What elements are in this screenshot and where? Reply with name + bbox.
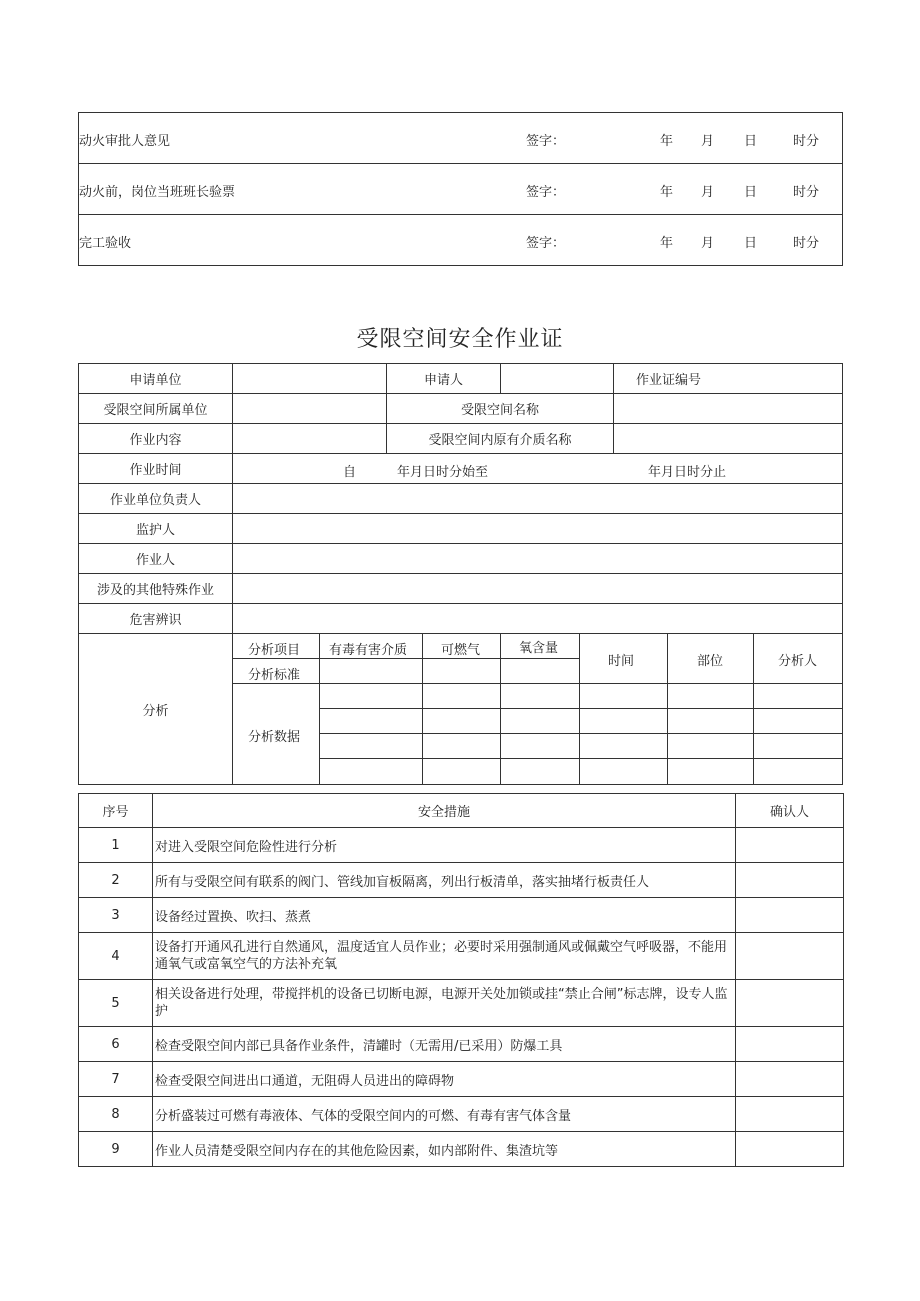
measure-text: 检查受限空间内部已具备作业条件，清罐时（无需用/已采用）防爆工具: [153, 1027, 736, 1062]
hot-work-approval-table: [78, 112, 843, 266]
approval-row: [79, 164, 843, 215]
space-name-field[interactable]: [614, 394, 843, 424]
approval-row: [79, 113, 843, 164]
analysis-grid: [233, 634, 843, 785]
original-medium-label: 受限空间内原有介质名称: [387, 424, 614, 454]
confined-space-permit-table: [78, 363, 843, 785]
grid-line: [233, 683, 843, 684]
guardian-label: 监护人: [79, 514, 233, 544]
header-confirm: 确认人: [736, 794, 844, 828]
measure-text: 分析盛装过可燃有毒液体、气体的受限空间内的可燃、有毒有害气体含量: [153, 1097, 736, 1132]
applicant-unit-label: 申请单位: [79, 364, 233, 394]
flammable-header: 可燃气: [441, 643, 481, 658]
analysis-inner: [233, 634, 842, 784]
row-label: 动火审批人意见: [79, 134, 171, 149]
day-label: 日: [744, 134, 758, 149]
confirm-field[interactable]: [736, 933, 844, 980]
table-row: [79, 1027, 844, 1062]
analysis-label: 分析: [79, 634, 233, 785]
confirm-field[interactable]: [736, 828, 844, 863]
grid-line: [319, 758, 843, 759]
measure-no: 8: [79, 1097, 153, 1132]
measure-text: 检查受限空间进出口通道，无阻碍人员进出的障碍物: [153, 1062, 736, 1097]
measure-text: 相关设备进行处理，带搅拌机的设备已切断电源，电源开关处加锁或挂“禁止合闸”标志牌，设专人监护: [153, 980, 736, 1027]
other-special-label: 涉及的其他特殊作业: [79, 574, 233, 604]
day-label: 日: [744, 236, 758, 251]
worker-label: 作业人: [79, 544, 233, 574]
confirm-field[interactable]: [736, 980, 844, 1027]
measure-text: 对进入受限空间危险性进行分析: [153, 828, 736, 863]
work-time-field[interactable]: [233, 454, 843, 484]
analysis-standard-label: 分析标准: [248, 668, 301, 683]
time-from-label: 自: [343, 465, 357, 480]
grid-line: [319, 733, 843, 734]
measure-no: 7: [79, 1062, 153, 1097]
grid-line: [422, 634, 423, 784]
table-row: [79, 933, 844, 980]
measure-no: 1: [79, 828, 153, 863]
measure-no: 3: [79, 898, 153, 933]
sign-label: 签字：: [526, 185, 566, 200]
confirm-field[interactable]: [736, 1097, 844, 1132]
grid-line: [500, 634, 501, 784]
grid-line: [233, 658, 579, 659]
confirm-field[interactable]: [736, 863, 844, 898]
work-time-label: 作业时间: [79, 454, 233, 484]
location-header: 部位: [697, 654, 724, 669]
time-label: 时分: [793, 236, 820, 251]
grid-line: [579, 634, 580, 784]
table-row: [79, 1062, 844, 1097]
measure-text: 作业人员清楚受限空间内存在的其他危险因素，如内部附件、集渣坑等: [153, 1132, 736, 1167]
confirm-field[interactable]: [736, 898, 844, 933]
table-row: [79, 980, 844, 1027]
measure-no: 5: [79, 980, 153, 1027]
leader-label: 作业单位负责人: [79, 484, 233, 514]
document-title: 受限空间安全作业证: [356, 327, 564, 352]
grid-line: [753, 634, 754, 784]
grid-line: [667, 634, 668, 784]
sign-label: 签字：: [526, 236, 566, 251]
analysis-item-label: 分析项目: [248, 643, 301, 658]
analysis-data-label: 分析数据: [248, 730, 301, 745]
table-row: [79, 1132, 844, 1167]
table-row: [79, 863, 844, 898]
other-special-field[interactable]: [233, 574, 843, 604]
guardian-field[interactable]: [233, 514, 843, 544]
month-label: 月: [701, 236, 715, 251]
leader-field[interactable]: [233, 484, 843, 514]
time-label: 时分: [793, 185, 820, 200]
approval-row: [79, 215, 843, 266]
row-label: 完工验收: [79, 236, 132, 251]
measure-no: 9: [79, 1132, 153, 1167]
time-label: 时分: [793, 134, 820, 149]
header-measure: 安全措施: [153, 794, 736, 828]
measure-text: 设备经过置换、吹扫、蒸煮: [153, 898, 736, 933]
toxic-header: 有毒有害介质: [329, 643, 408, 658]
time-end-label: 年月日时分止: [648, 465, 727, 480]
sign-label: 签字：: [526, 134, 566, 149]
measure-text: 设备打开通风孔进行自然通风，温度适宜人员作业；必要时采用强制通风或佩戴空气呼吸器，不能用通氧气或富氧空气的方法补充氧: [153, 933, 736, 980]
table-row: [79, 828, 844, 863]
applicant-field[interactable]: [501, 364, 614, 394]
confirm-field[interactable]: [736, 1027, 844, 1062]
work-content-label: 作业内容: [79, 424, 233, 454]
safety-measures-table: [78, 793, 844, 1167]
applicant-unit-field[interactable]: [233, 364, 387, 394]
table-row: [79, 1097, 844, 1132]
original-medium-field[interactable]: [614, 424, 843, 454]
month-label: 月: [701, 134, 715, 149]
day-label: 日: [744, 185, 758, 200]
work-content-field[interactable]: [233, 424, 387, 454]
permit-no-cell[interactable]: [614, 364, 843, 394]
time-header: 时间: [608, 654, 635, 669]
year-label: 年: [660, 236, 674, 251]
month-label: 月: [701, 185, 715, 200]
hazard-label: 危害辨识: [79, 604, 233, 634]
table-row: [79, 898, 844, 933]
grid-line: [319, 708, 843, 709]
year-label: 年: [660, 134, 674, 149]
worker-field[interactable]: [233, 544, 843, 574]
time-start-label: 年月日时分始至: [397, 465, 489, 480]
analyst-header: 分析人: [778, 654, 818, 669]
confirm-field[interactable]: [736, 1062, 844, 1097]
space-owner-unit-field[interactable]: [233, 394, 387, 424]
confirm-field[interactable]: [736, 1132, 844, 1167]
grid-line: [319, 634, 320, 784]
space-owner-unit-label: 受限空间所属单位: [79, 394, 233, 424]
measure-no: 2: [79, 863, 153, 898]
space-name-label: 受限空间名称: [387, 394, 614, 424]
applicant-label: 申请人: [387, 364, 501, 394]
oxygen-header: 氧含量: [519, 641, 559, 656]
row-label: 动火前，岗位当班班长验票: [79, 185, 236, 200]
measure-text: 所有与受限空间有联系的阀门、管线加盲板隔离，列出行板清单，落实抽堵行板责任人: [153, 863, 736, 898]
year-label: 年: [660, 185, 674, 200]
hazard-field[interactable]: [233, 604, 843, 634]
measure-no: 4: [79, 933, 153, 980]
measure-no: 6: [79, 1027, 153, 1062]
header-no: 序号: [79, 794, 153, 828]
permit-no-label: 作业证编号: [636, 373, 702, 388]
